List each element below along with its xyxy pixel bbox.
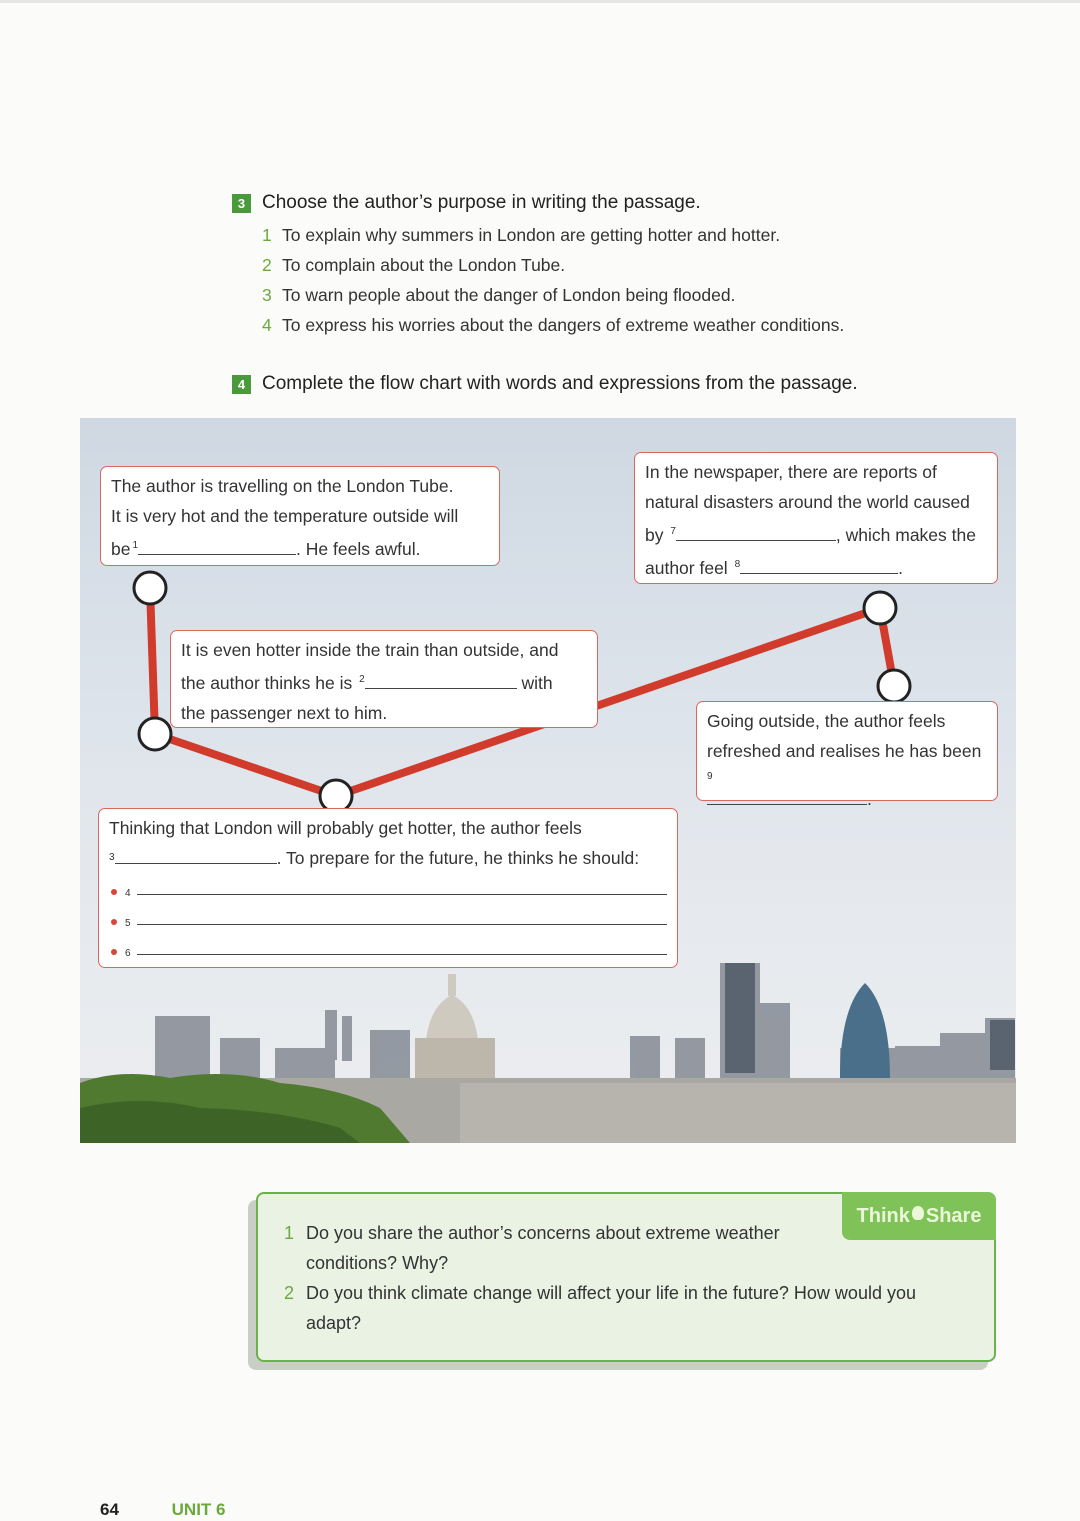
box-text-line — [645, 550, 987, 583]
exercise-number-badge: 3 — [232, 194, 251, 213]
box-text: . He feels awful. — [296, 538, 421, 559]
box-text: natural disasters around the world caused — [645, 492, 970, 512]
box-text-line — [111, 531, 489, 564]
blank-number: 4 — [125, 888, 131, 899]
box-text: the passenger next to him. — [181, 702, 388, 723]
option-item[interactable] — [262, 280, 844, 310]
option-item[interactable] — [262, 250, 844, 280]
bullet-dot — [111, 919, 117, 925]
box-text: author feel — [645, 557, 728, 578]
question-number: 1 — [284, 1223, 295, 1243]
option-item[interactable] — [262, 220, 844, 250]
answer-blank-4[interactable] — [137, 894, 667, 895]
exercise-number-badge: 4 — [232, 375, 251, 394]
option-text: To warn people about the danger of London being flooded. — [282, 285, 736, 305]
question-item — [284, 1218, 924, 1278]
box-text: . — [867, 789, 872, 809]
box-text: with — [521, 672, 553, 693]
answer-blank-6[interactable] — [137, 954, 667, 955]
blank-number: 6 — [125, 948, 131, 959]
exercise-title: Choose the author’s purpose in writing the passage. — [262, 192, 701, 213]
blank-number: 1 — [132, 540, 139, 551]
option-text: To express his worries about the dangers of extreme weather conditions. — [282, 315, 845, 335]
exercise-3 — [232, 192, 844, 340]
question-item — [284, 1278, 924, 1338]
question-text: Do you share the author’s concerns about extreme weather conditions? Why? — [306, 1223, 780, 1273]
option-number: 2 — [262, 255, 272, 275]
blank-number: 3 — [109, 852, 115, 863]
option-item[interactable] — [262, 310, 844, 340]
box-text-line — [109, 843, 667, 873]
blank-number: 8 — [734, 558, 741, 570]
flow-box-5 — [696, 701, 998, 809]
option-text: To explain why summers in London are getting hotter and hotter. — [282, 225, 781, 245]
box-text: . — [898, 557, 904, 578]
question-number: 2 — [284, 1283, 295, 1303]
flow-box-4 — [634, 452, 998, 584]
blank-number: 5 — [125, 918, 131, 929]
option-text: To complain about the London Tube. — [282, 255, 566, 275]
box-text: In the newspaper, there are reports of — [645, 462, 937, 482]
page-number: 64 — [100, 1500, 119, 1519]
box-text: It is very hot and the temperature outside will — [111, 506, 459, 526]
box-text: be — [111, 538, 131, 559]
flow-chart-panel — [80, 418, 1016, 1143]
box-text-line — [181, 665, 587, 698]
bullet-item — [109, 933, 667, 963]
answer-blank-5[interactable] — [137, 924, 667, 925]
flow-box-2 — [170, 630, 598, 728]
box-text-line — [645, 517, 987, 550]
box-text: It is even hotter inside the train than outside, and — [181, 640, 559, 660]
exercise-title: Complete the flow chart with words and expressions from the passage. — [262, 373, 858, 394]
bullet-dot — [111, 949, 117, 955]
top-edge — [0, 0, 1080, 3]
flow-box-3 — [98, 808, 678, 968]
question-text: Do you think climate change will affect your life in the future? How would you adapt? — [306, 1283, 916, 1333]
page-footer — [100, 1500, 226, 1520]
answer-blank-9[interactable] — [707, 794, 867, 805]
blank-number: 2 — [359, 674, 365, 685]
box-text: the author thinks he is — [181, 672, 353, 693]
option-number: 1 — [262, 225, 272, 245]
box-text: , which makes the — [835, 524, 976, 545]
tab-think-label: Think — [856, 1204, 910, 1227]
blank-number: 9 — [707, 771, 713, 782]
answer-blank-3[interactable] — [115, 845, 277, 864]
unit-label: UNIT 6 — [171, 1500, 226, 1519]
option-number: 4 — [262, 315, 272, 335]
think-share-box — [256, 1192, 996, 1362]
box-text-line — [707, 766, 987, 810]
box-text: by — [645, 524, 664, 545]
discussion-questions — [284, 1218, 924, 1338]
bullet-item — [109, 903, 667, 933]
answer-blank-2[interactable] — [365, 670, 517, 689]
box-text: . To prepare for the future, he thinks he should: — [276, 848, 640, 868]
box-text: Going outside, the author feels — [707, 711, 946, 731]
option-number: 3 — [262, 285, 272, 305]
box-text: The author is travelling on the London Tube. — [111, 476, 454, 496]
tab-share-label: Share — [925, 1204, 982, 1227]
answer-blank-8[interactable] — [740, 555, 898, 574]
flow-box-1 — [100, 466, 500, 566]
box-text: refreshed and realises he has been — [707, 741, 982, 761]
blank-number: 7 — [670, 526, 676, 537]
answer-blank-1[interactable] — [138, 536, 296, 555]
exercise-4 — [232, 373, 858, 395]
bullet-item — [109, 873, 667, 903]
options-list — [262, 220, 844, 340]
answer-blank-7[interactable] — [676, 522, 836, 541]
bullet-dot — [111, 889, 117, 895]
box-text: Thinking that London will probably get hotter, the author feels — [109, 818, 582, 838]
